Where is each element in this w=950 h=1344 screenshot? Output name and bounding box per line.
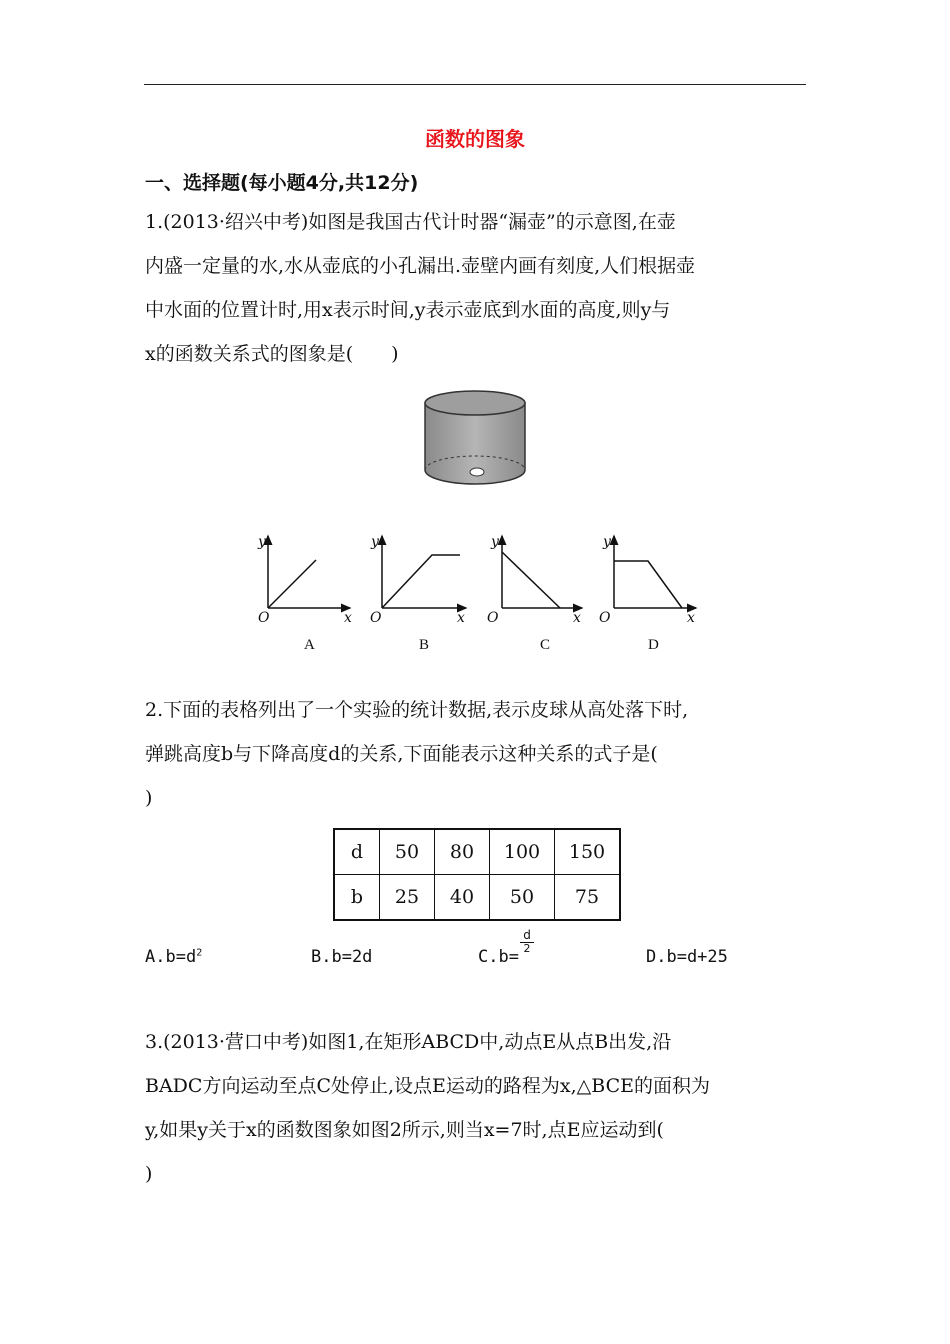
question-1-line: x的函数关系式的图象是( ) (145, 343, 399, 365)
option-d: D.b=d+25 (646, 947, 728, 967)
option-a: $A.b=d^2$ (145, 947, 203, 967)
table-row (334, 829, 620, 875)
axis-x-label: x (344, 610, 352, 626)
table-cell: 50 (380, 829, 435, 875)
choice-label: A (304, 637, 315, 653)
table-cell: 50 (490, 875, 555, 921)
question-2-line: 弹跳高度b与下降高度d的关系,下面能表示这种关系的式子是( (145, 743, 658, 765)
graph-c (487, 534, 582, 653)
graph-d (599, 534, 696, 653)
table-cell: 100 (490, 829, 555, 875)
option-b: B.b=2d (311, 947, 373, 967)
origin-label: O (370, 610, 382, 626)
axis-x-label: x (573, 610, 581, 626)
graph-b (370, 534, 466, 653)
table-row (334, 875, 620, 921)
table-cell: d (334, 829, 380, 875)
table-cell: 25 (380, 875, 435, 921)
table-cell: 40 (435, 875, 490, 921)
choice-label: D (648, 637, 659, 653)
question-3 (145, 1020, 810, 1196)
fraction-denominator: 2 (523, 942, 531, 955)
answer-graphs (240, 528, 710, 658)
table-cell: b (334, 875, 380, 921)
axis-x-label: x (457, 610, 465, 626)
choice-label: C (540, 637, 551, 653)
section-heading: 一、选择题(每小题4分,共12分) (145, 172, 419, 194)
water-clock-figure (410, 388, 540, 498)
option-c: C.b= (478, 947, 519, 967)
axis-y-label: y (258, 534, 266, 550)
page-title: 函数的图象 (425, 127, 525, 151)
question-2-line: 2.下面的表格列出了一个实验的统计数据,表示皮球从高处落下时, (145, 699, 689, 721)
question-3-line: ) (145, 1163, 153, 1185)
option-c-fraction (520, 928, 534, 955)
fraction-numerator: d (520, 928, 534, 943)
axis-y-label: y (371, 534, 379, 550)
question-1-line: 内盛一定量的水,水从壶底的小孔漏出.壶壁内画有刻度,人们根据壶 (145, 255, 696, 277)
data-table (333, 828, 621, 921)
question-3-line: 3.(2013·营口中考)如图1,在矩形ABCD中,动点E从点B出发,沿 (145, 1031, 672, 1053)
table-cell: 150 (555, 829, 621, 875)
question-2 (145, 688, 810, 820)
header-rule (144, 84, 806, 85)
axis-y-label: y (603, 534, 611, 550)
choice-label: B (419, 637, 430, 653)
table-cell: 75 (555, 875, 621, 921)
question-2-line: ) (145, 787, 153, 809)
origin-label: O (599, 610, 611, 626)
axis-x-label: x (687, 610, 695, 626)
axis-y-label: y (491, 534, 499, 550)
table-cell: 80 (435, 829, 490, 875)
question-1 (145, 200, 810, 376)
question-3-line: BADC方向运动至点C处停止,设点E运动的路程为x,△BCE的面积为 (145, 1075, 710, 1097)
question-3-line: y,如果y关于x的函数图象如图2所示,则当x=7时,点E应运动到( (145, 1119, 664, 1141)
question-1-line: 中水面的位置计时,用x表示时间,y表示壶底到水面的高度,则y与 (145, 299, 671, 321)
origin-label: O (487, 610, 499, 626)
question-1-line: 1.(2013·绍兴中考)如图是我国古代计时器“漏壶”的示意图,在壶 (145, 211, 676, 233)
origin-label: O (258, 610, 270, 626)
graph-a (257, 534, 352, 653)
